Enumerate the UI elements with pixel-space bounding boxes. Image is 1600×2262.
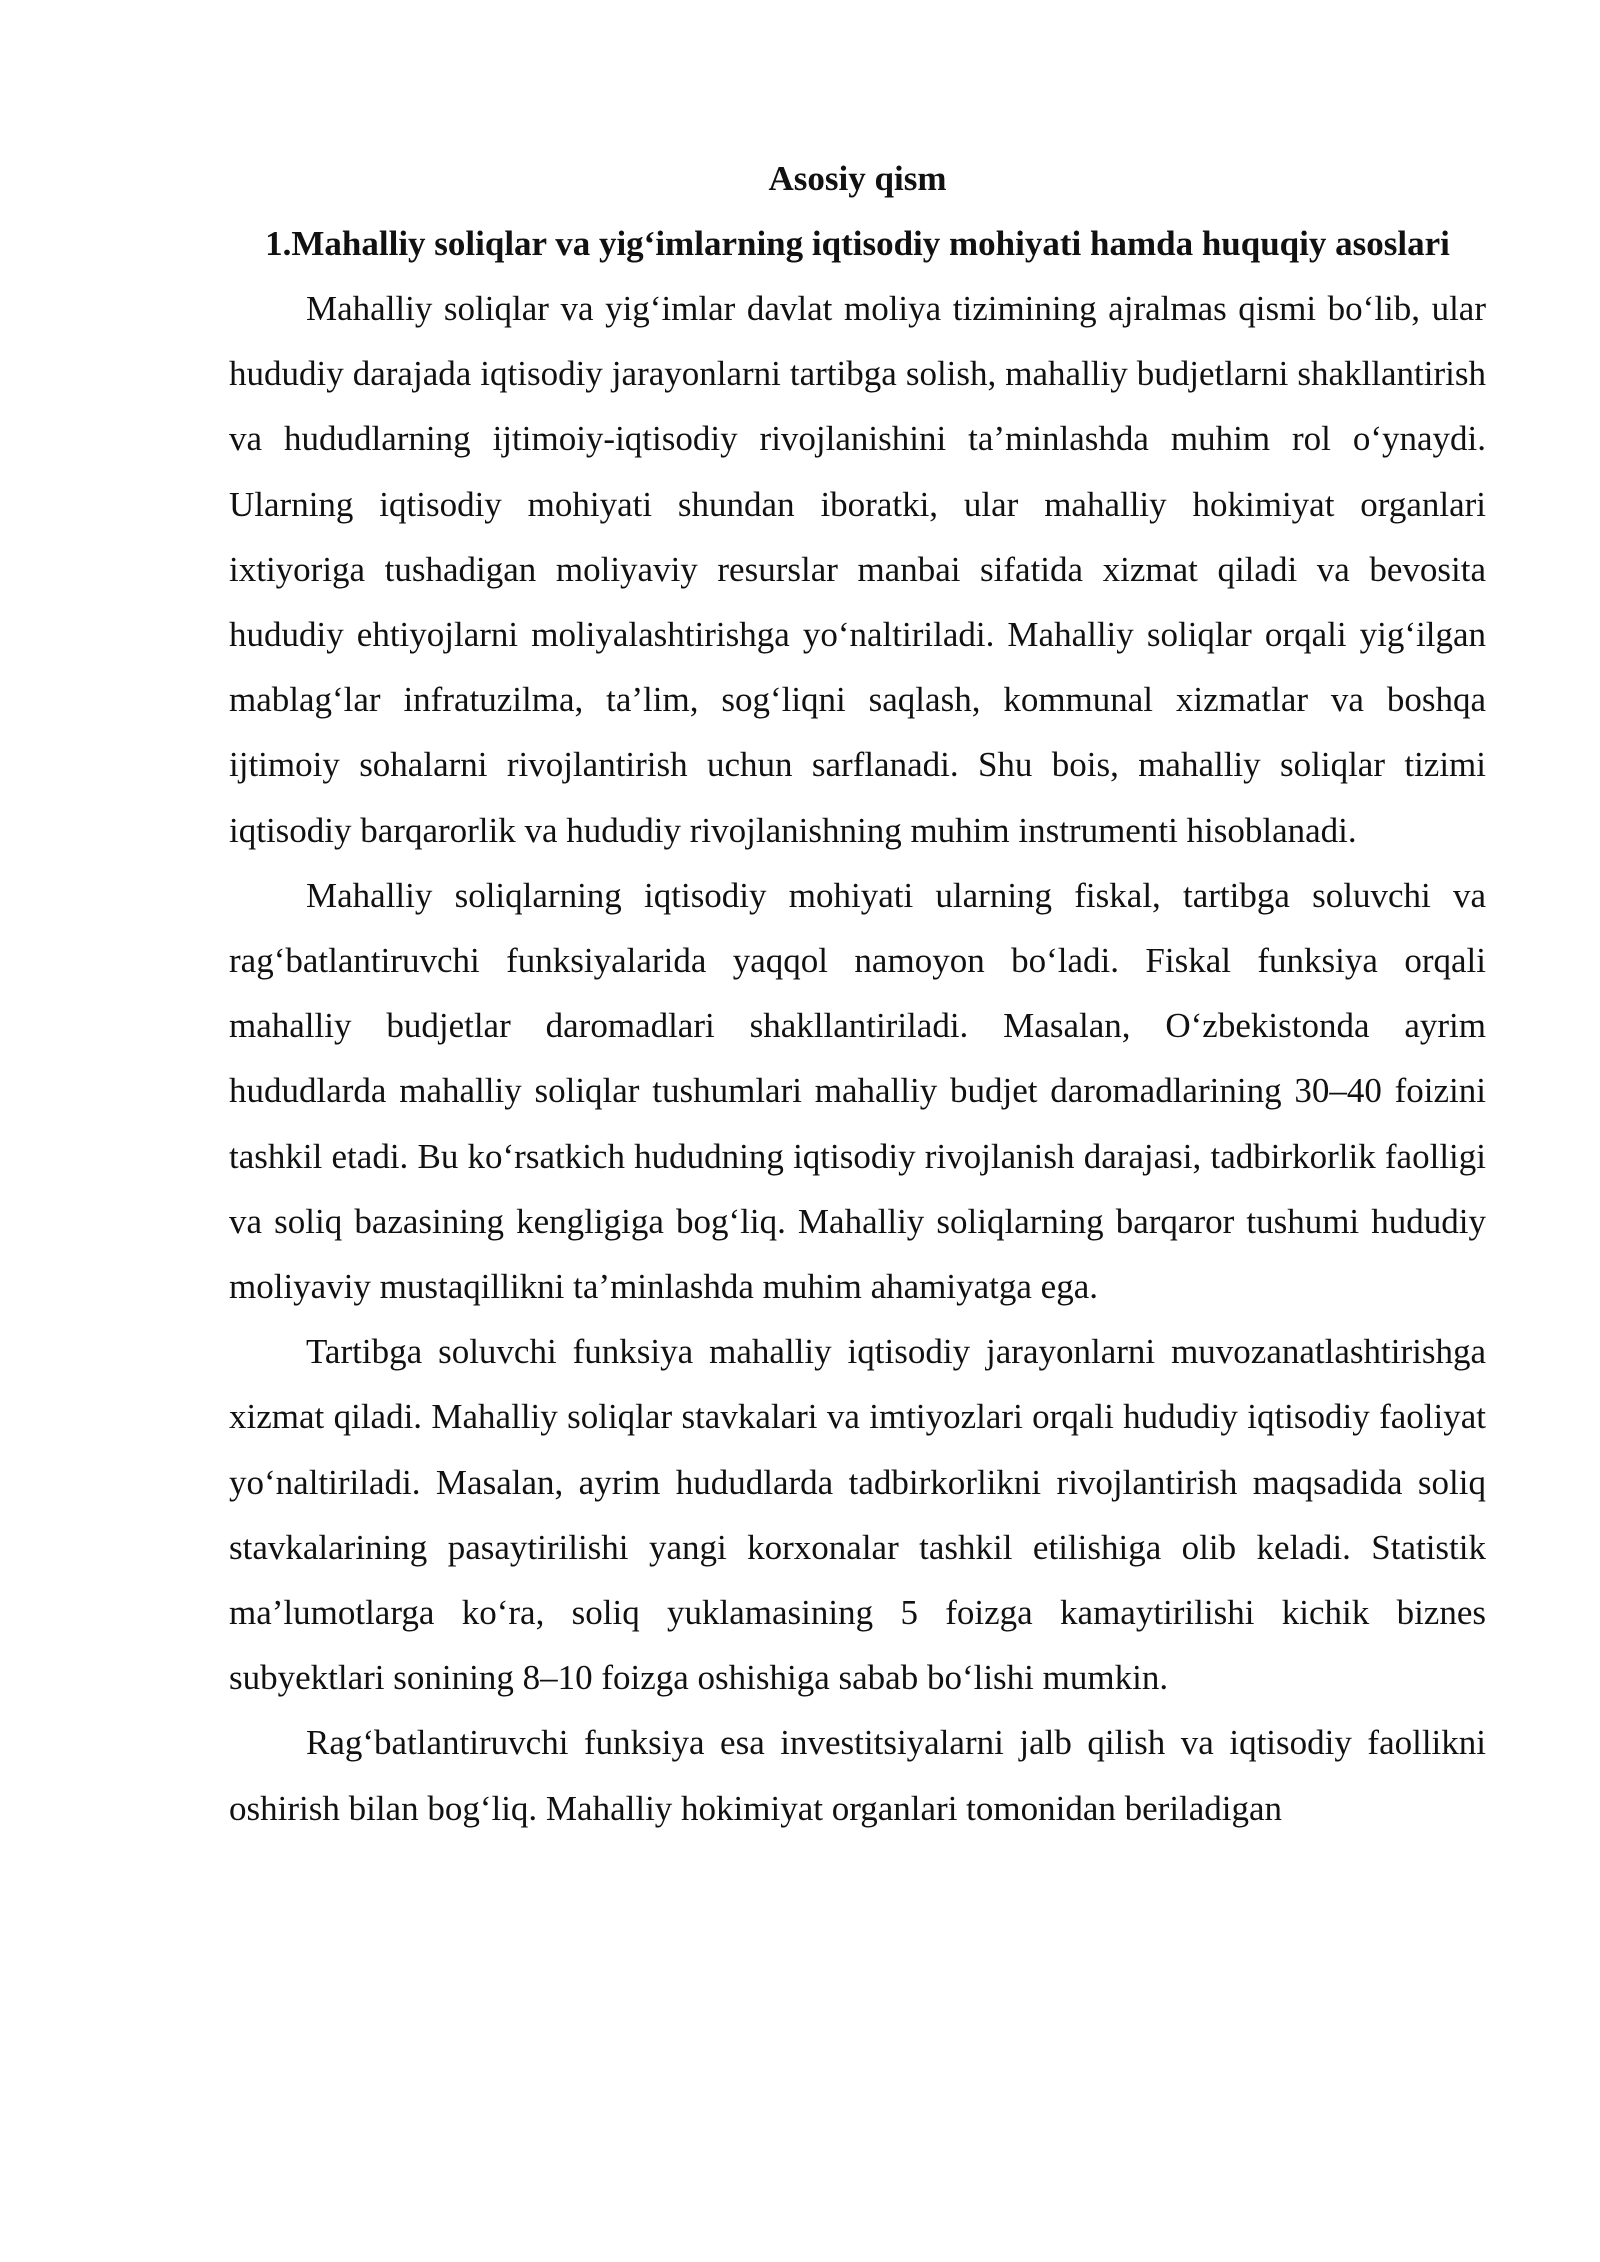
paragraph-4: Rag‘batlantiruvchi funksiya esa investitsiyalarni jalb qilish va iqtisodiy faollikni oshirish bilan bog‘liq. Mahalliy hokimiyat organlari tomonidan beriladigan [229,1723,1486,1828]
page-content [229,146,1486,1841]
paragraph-2: Mahalliy soliqlarning iqtisodiy mohiyati ularning fiskal, tartibga soluvchi va rag‘batlantiruvchi funksiyalarida yaqqol namoyon bo‘ladi. Fiskal funksiya orqali mahalliy budjetlar daromadlari shakllantiriladi. Masalan, O‘zbekistonda ayrim hududlarda mahalliy soliqlar tushumlari mahalliy budjet daromadlarining 30–40 foizini tashkil etadi. Bu ko‘rsatkich hududning iqtisodiy rivojlanish darajasi, tadbirkorlik faolligi va soliq bazasining kengligiga bog‘liq. Mahalliy soliqlarning barqaror tushumi hududiy moliyaviy mustaqillikni ta’minlashda muhim ahamiyatga ega. [229,875,1486,1307]
paragraph-3: Tartibga soluvchi funksiya mahalliy iqtisodiy jarayonlarni muvozanatlashtirishga xizmat qiladi. Mahalliy soliqlar stavkalari va imtiyozlari orqali hududiy iqtisodiy faoliyat yo‘naltiriladi. Masalan, ayrim hududlarda tadbirkorlikni rivojlantirish maqsadida soliq stavkalarining pasaytirilishi yangi korxonalar tashkil etilishiga olib keladi. Statistik ma’lumotlarga ko‘ra, soliq yuklamasining 5 foizga kamaytirilishi kichik biznes subyektlari sonining 8–10 foizga oshishiga sabab bo‘lishi mumkin. [229,1332,1486,1698]
paragraph-1: Mahalliy soliqlar va yig‘imlar davlat moliya tizimining ajralmas qismi bo‘lib, ular hududiy darajada iqtisodiy jarayonlarni tartibga solish, mahalliy budjetlarni shakllantirish va hududlarning ijtimoiy-iqtisodiy rivojlanishini ta’minlashda muhim rol o‘ynaydi. Ularning iqtisodiy mohiyati shundan iboratki, ular mahalliy hokimiyat organlari ixtiyoriga tushadigan moliyaviy resurslar manbai sifatida xizmat qiladi va bevosita hududiy ehtiyojlarni moliyalashtirishga yo‘naltiriladi. Mahalliy soliqlar orqali yig‘ilgan mablag‘lar infratuzilma, ta’lim, sog‘liqni saqlash, kommunal xizmatlar va boshqa ijtimoiy sohalarni rivojlantirish uchun sarflanadi. Shu bois, mahalliy soliqlar tizimi iqtisodiy barqarorlik va hududiy rivojlanishning muhim instrumenti hisoblanadi. [229,289,1486,850]
chapter-title: 1.Mahalliy soliqlar va yig‘imlarning iqtisodiy mohiyati hamda huquqiy asoslari [265,224,1450,263]
section-title: Asosiy qism [768,159,947,198]
